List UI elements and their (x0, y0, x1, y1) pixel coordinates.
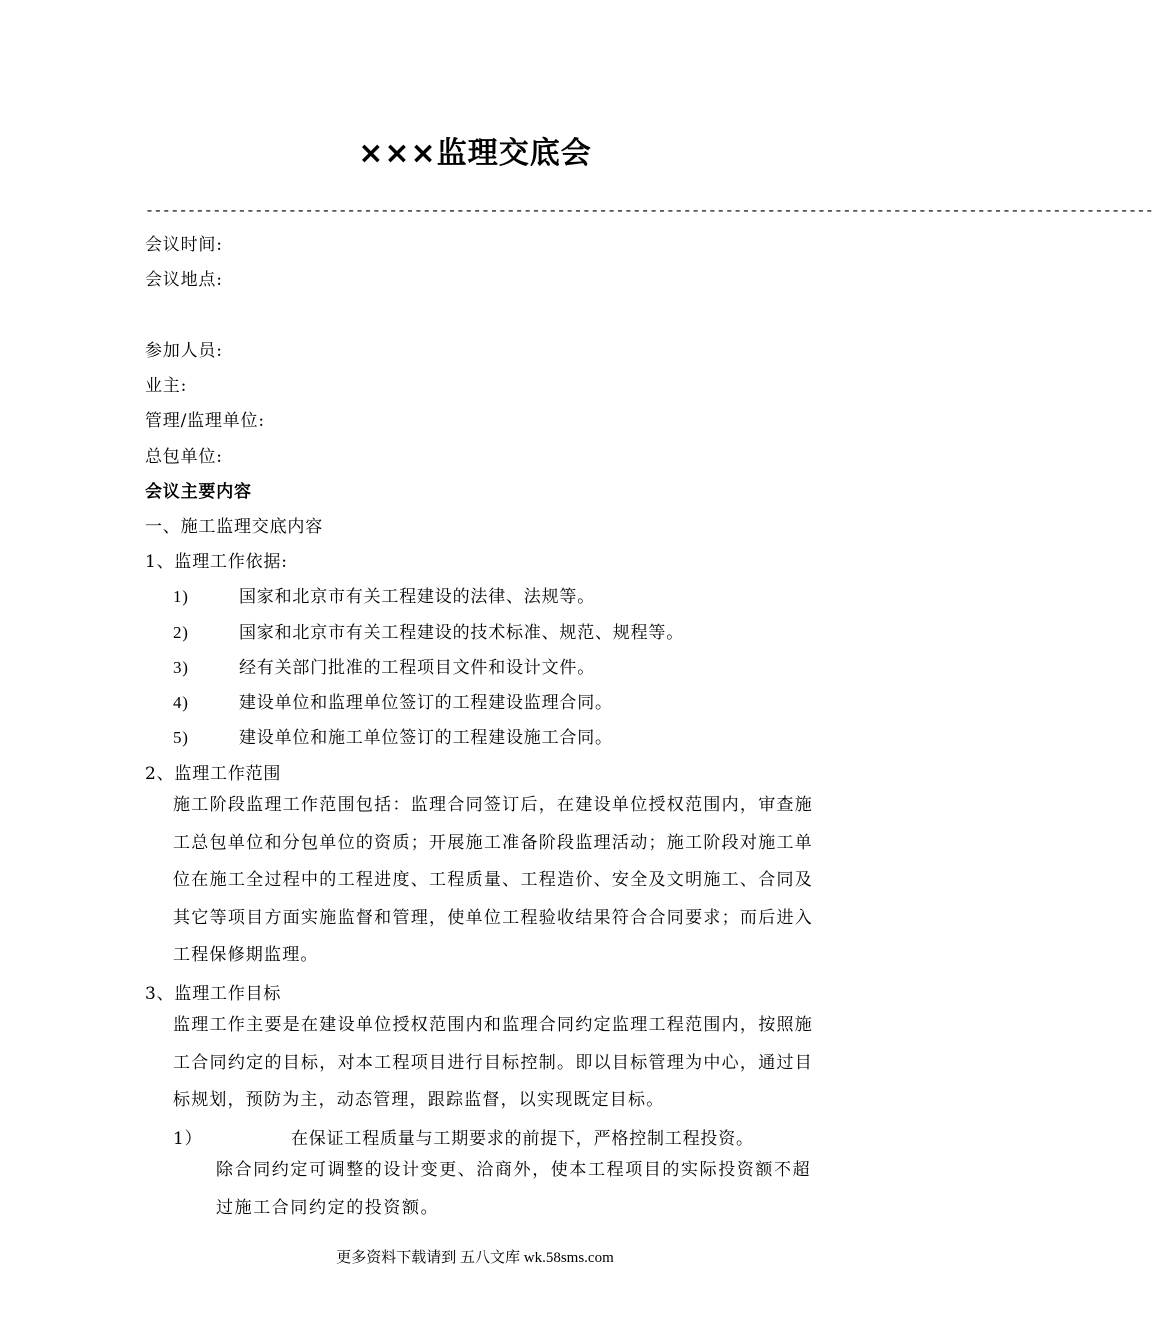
document-title: ×××监理交底会 (358, 136, 592, 171)
scope-heading: 2、监理工作范围 (145, 764, 282, 784)
meeting-time-label: 会议时间: (145, 235, 223, 255)
list-item-number: 2) (173, 623, 189, 642)
list-item-number: 5) (173, 728, 189, 747)
goal-item-text: 在保证工程质量与工期要求的前提下，严格控制工程投资。 (291, 1129, 754, 1149)
list-item-number: 4) (173, 693, 189, 712)
list-item-text: 国家和北京市有关工程建设的法律、法规等。 (239, 587, 595, 607)
goal-paragraph: 监理工作主要是在建设单位授权范围内和监理合同约定监理工程范围内，按照施工合同约定的目标，对本工程项目进行目标控制。即以目标管理为中心，通过目标规划，预防为主，动态管理，跟踪监督，以实现既定目标。 (173, 1015, 813, 1110)
list-item-text: 经有关部门批准的工程项目文件和设计文件。 (239, 658, 595, 678)
list-item (173, 723, 613, 748)
list-item-number: 1) (173, 587, 189, 606)
list-item-text: 建设单位和监理单位签订的工程建设监理合同。 (239, 693, 613, 713)
attendees-label: 参加人员: (145, 341, 223, 361)
list-item-text: 国家和北京市有关工程建设的技术标准、规范、规程等。 (239, 623, 684, 643)
meeting-place-label: 会议地点: (145, 270, 223, 290)
goal-item (173, 1124, 754, 1149)
section1-heading: 一、施工监理交底内容 (145, 517, 323, 537)
list-item (173, 618, 684, 643)
goal-item-continuation: 除合同约定可调整的设计变更、洽商外，使本工程项目的实际投资额不超过施工合同约定的投资额。 (216, 1160, 812, 1218)
basis-heading: 1、监理工作依据: (145, 552, 288, 572)
goal-heading: 3、监理工作目标 (145, 984, 282, 1004)
goal-item-number: 1） (173, 1129, 203, 1149)
scope-paragraph: 施工阶段监理工作范围包括：监理合同签订后，在建设单位授权范围内，审查施工总包单位和分包单位的资质；开展施工准备阶段监理活动；施工阶段对施工单位在施工全过程中的工程进度、工程质量、工程造价、安全及文明施工、合同及其它等项目方面实施监督和管理，使单位工程验收结果符合合同要求；而后进入工程保修期监理。 (173, 795, 813, 965)
footer-note: 更多资料下载请到 五八文库 wk.58sms.com (336, 1250, 614, 1266)
divider-line: ------------------------------------------------------------------------------------------------------------------------ (145, 203, 1153, 220)
list-item (173, 688, 613, 713)
list-item-text: 建设单位和施工单位签订的工程建设施工合同。 (239, 728, 613, 748)
owner-label: 业主: (145, 376, 188, 396)
list-item-number: 3) (173, 658, 189, 677)
content-heading: 会议主要内容 (145, 482, 252, 502)
list-item (173, 582, 595, 607)
manager-label: 管理/监理单位: (145, 411, 265, 431)
list-item (173, 653, 595, 678)
contractor-label: 总包单位: (145, 447, 223, 467)
